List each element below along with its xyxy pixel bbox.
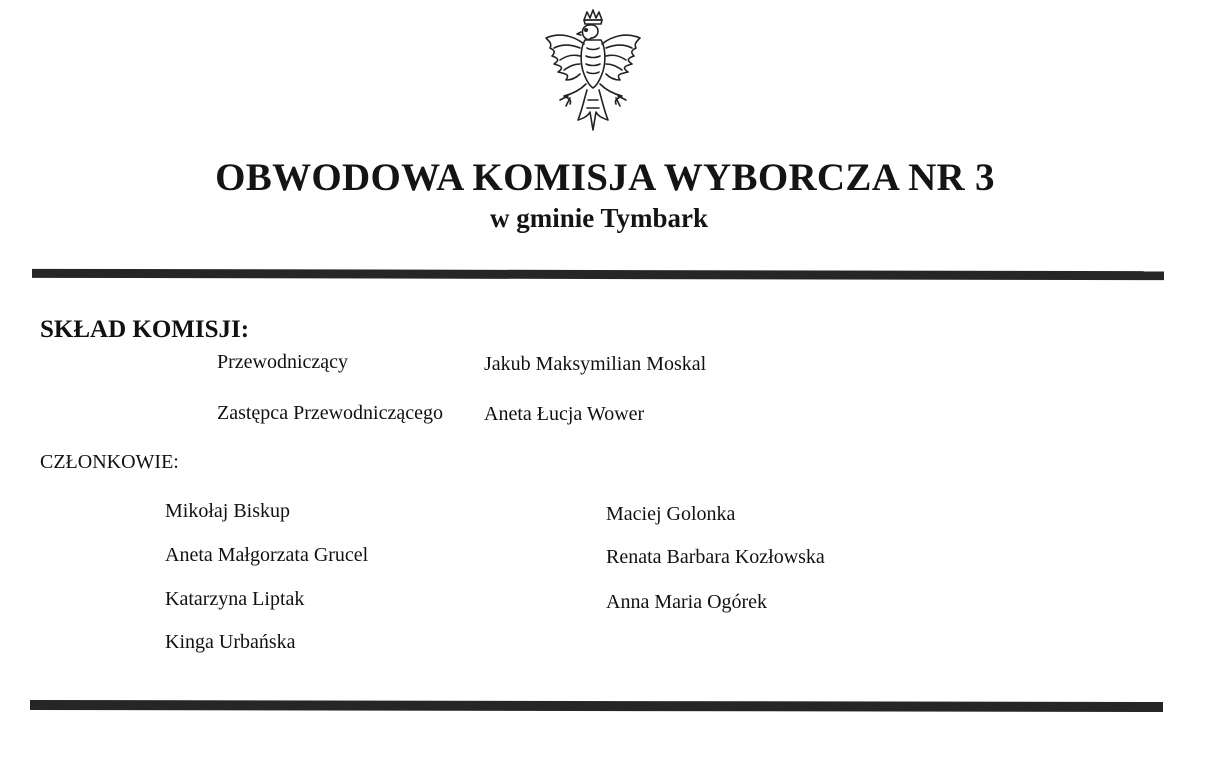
- member-left-4: Kinga Urbańska: [165, 631, 296, 653]
- deputy-name: Aneta Łucja Wower: [484, 403, 645, 425]
- member-right-1: Maciej Golonka: [606, 503, 736, 525]
- member-left-1: Mikołaj Biskup: [165, 500, 291, 522]
- member-right-2: Renata Barbara Kozłowska: [606, 546, 825, 568]
- polish-eagle-emblem-icon: [534, 8, 652, 134]
- chair-role-label: Przewodniczący: [217, 351, 349, 373]
- document-subtitle: w gminie Tymbark: [489, 203, 709, 233]
- deputy-role-label: Zastępca Przewodniczącego: [217, 402, 443, 424]
- chair-name: Jakub Maksymilian Moskal: [484, 353, 707, 375]
- top-divider: [32, 269, 1164, 280]
- composition-heading: SKŁAD KOMISJI:: [40, 316, 250, 343]
- member-left-3: Katarzyna Liptak: [165, 588, 305, 610]
- member-left-2: Aneta Małgorzata Grucel: [165, 544, 369, 566]
- members-heading: CZŁONKOWIE:: [40, 451, 179, 473]
- bottom-divider: [30, 700, 1163, 712]
- document-title: OBWODOWA KOMISJA WYBORCZA NR 3: [215, 156, 995, 199]
- member-right-3: Anna Maria Ogórek: [606, 591, 768, 613]
